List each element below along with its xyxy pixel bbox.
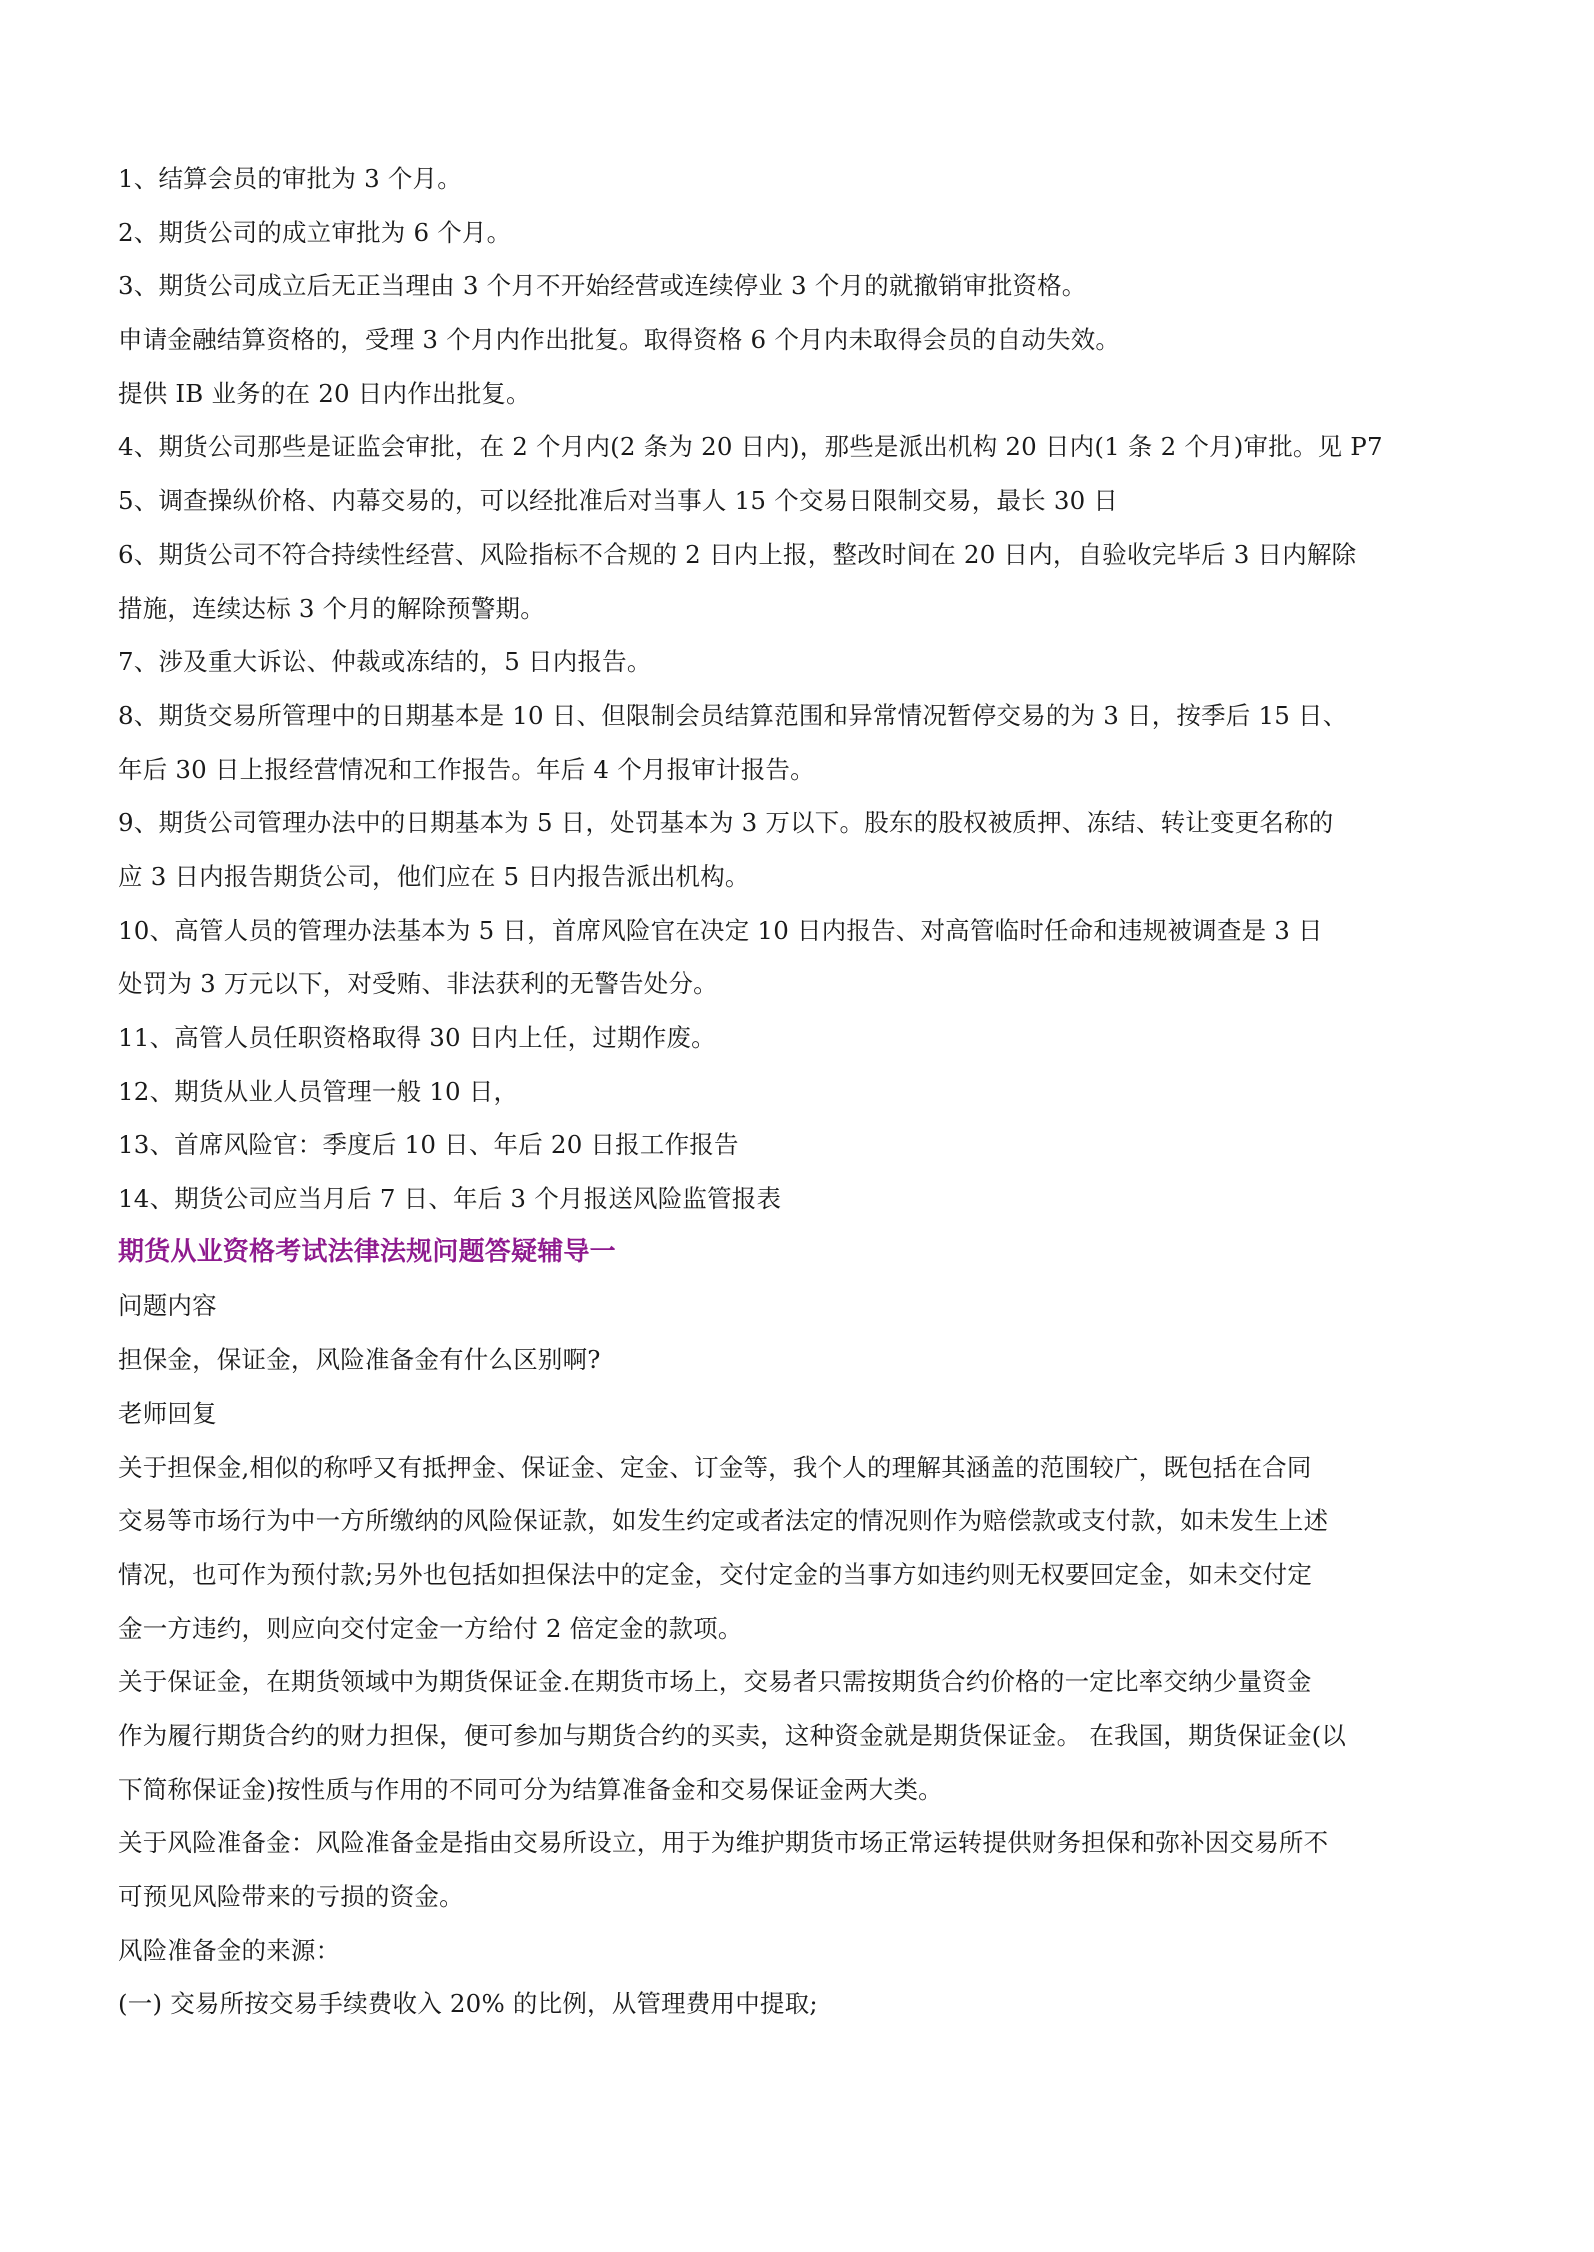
text-line: 3、期货公司成立后无正当理由 3 个月不开始经营或连续停业 3 个月的就撤销审批资格。 <box>118 271 1087 301</box>
text-line: 7、涉及重大诉讼、仲裁或冻结的，5 日内报告。 <box>118 647 652 677</box>
text-line: 处罚为 3 万元以下，对受贿、非法获利的无警告处分。 <box>118 969 718 999</box>
text-line: 作为履行期货合约的财力担保，便可参加与期货合约的买卖，这种资金就是期货保证金。 在我国，期货保证金(以 <box>118 1720 1347 1750</box>
text-line: 担保金，保证金，风险准备金有什么区别啊? <box>118 1345 601 1375</box>
text-line: 交易等市场行为中一方所缴纳的风险保证款，如发生约定或者法定的情况则作为赔偿款或支付款，如未发生上述 <box>118 1506 1329 1536</box>
text-line: 可预见风险带来的亏损的资金。 <box>118 1882 464 1911</box>
text-line: (一) 交易所按交易手续费收入 20% 的比例，从管理费用中提取; <box>118 1989 818 2019</box>
text-line: 申请金融结算资格的，受理 3 个月内作出批复。取得资格 6 个月内未取得会员的自动失效。 <box>118 325 1121 355</box>
text-line: 1、结算会员的审批为 3 个月。 <box>118 164 462 193</box>
text-line: 9、期货公司管理办法中的日期基本为 5 日，处罚基本为 3 万以下。股东的股权被质押、冻结、转让变更名称的 <box>118 808 1334 838</box>
text-line: 情况，也可作为预付款;另外也包括如担保法中的定金，交付定金的当事方如违约则无权要回定金，如未交付定 <box>118 1559 1313 1589</box>
document-page <box>118 152 1498 2031</box>
text-line: 年后 30 日上报经营情况和工作报告。年后 4 个月报审计报告。 <box>118 754 815 784</box>
text-line: 4、期货公司那些是证监会审批，在 2 个月内(2 条为 20 日内)，那些是派出机构 20 日内(1 条 2 个月)审批。见 P7 <box>118 432 1383 462</box>
text-line: 2、期货公司的成立审批为 6 个月。 <box>118 217 512 247</box>
text-line: 关于风险准备金：风险准备金是指由交易所设立，用于为维护期货市场正常运转提供财务担保和弥补因交易所不 <box>118 1828 1329 1858</box>
section-heading: 期货从业资格考试法律法规问题答疑辅导一 <box>118 1236 616 1267</box>
text-line: 应 3 日内报告期货公司，他们应在 5 日内报告派出机构。 <box>118 861 750 891</box>
text-line: 提供 IB 业务的在 20 日内作出批复。 <box>118 378 531 408</box>
text-line: 11、高管人员任职资格取得 30 日内上任，过期作废。 <box>118 1023 716 1052</box>
text-line: 问题内容 <box>118 1291 217 1321</box>
text-line: 5、调查操纵价格、内幕交易的，可以经批准后对当事人 15 个交易日限制交易，最长 30 日 <box>118 486 1119 516</box>
text-line: 10、高管人员的管理办法基本为 5 日，首席风险官在决定 10 日内报告、对高管临时任命和违规被调查是 3 日 <box>118 915 1323 945</box>
text-line: 13、首席风险官：季度后 10 日、年后 20 日报工作报告 <box>118 1130 739 1160</box>
text-line: 关于担保金,相似的称呼又有抵押金、保证金、定金、订金等，我个人的理解其涵盖的范围较广，既包括在合同 <box>118 1452 1312 1482</box>
text-line: 措施，连续达标 3 个月的解除预警期。 <box>118 593 545 623</box>
text-line: 关于保证金，在期货领域中为期货保证金.在期货市场上，交易者只需按期货合约价格的一定比率交纳少量资金 <box>118 1667 1312 1697</box>
text-line: 8、期货交易所管理中的日期基本是 10 日、但限制会员结算范围和异常情况暂停交易的为 3 日，按季后 15 日、 <box>118 700 1348 730</box>
text-line: 金一方违约，则应向交付定金一方给付 2 倍定金的款项。 <box>118 1613 743 1643</box>
text-line: 风险准备金的来源： <box>118 1935 341 1965</box>
text-line: 下简称保证金)按性质与作用的不同可分为结算准备金和交易保证金两大类。 <box>118 1774 943 1804</box>
text-line: 6、期货公司不符合持续性经营、风险指标不合规的 2 日内上报，整改时间在 20 日内，自验收完毕后 3 日内解除 <box>118 539 1357 569</box>
text-line: 12、期货从业人员管理一般 10 日， <box>118 1076 519 1106</box>
text-line: 14、期货公司应当月后 7 日、年后 3 个月报送风险监管报表 <box>118 1184 782 1214</box>
text-line: 老师回复 <box>118 1398 217 1428</box>
